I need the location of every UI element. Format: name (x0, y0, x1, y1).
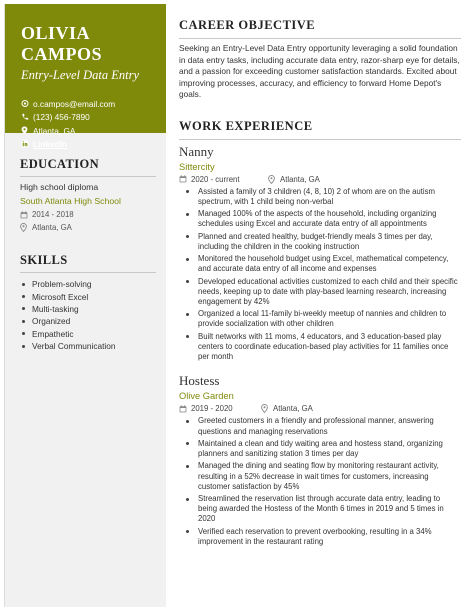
contact-list (21, 97, 166, 151)
job-location-text: Atlanta, GA (273, 404, 313, 414)
job-meta (179, 404, 461, 413)
location-icon (268, 175, 280, 184)
job-location-text: Atlanta, GA (280, 174, 320, 184)
education-heading: EDUCATION (20, 157, 100, 171)
job-bullets (179, 187, 461, 363)
bullet-item: Greeted customers in a friendly and professional manner, answering questions and managing reservations (179, 416, 461, 436)
education-school: South Atlanta High School (20, 196, 121, 206)
location-icon (261, 404, 273, 413)
education-section (5, 157, 166, 232)
experience-heading: WORK EXPERIENCE (179, 118, 313, 133)
sidebar (4, 4, 166, 607)
location-text: Atlanta, GA (33, 125, 76, 136)
bullet-item: Monitored the household budget using Excel, mathematical competency, and accurate data entry of all income and expenses (179, 254, 461, 274)
contact-email[interactable] (21, 97, 166, 111)
job-entry (179, 144, 461, 363)
skill-item: Multi-tasking (20, 303, 166, 315)
skill-item: Verbal Communication (20, 340, 166, 352)
bullet-item: Maintained a clean and tidy waiting area and hostess stand, organizing planners and sanitizing station 3 times per day (179, 439, 461, 459)
bullet-item: Managed 100% of the aspects of the household, including organizing schedules using Excel and accurate data entry of all appointments (179, 209, 461, 229)
objective-heading: CAREER OBJECTIVE (179, 18, 316, 32)
job-dates-text: 2020 - current (191, 174, 240, 184)
header-block (5, 4, 166, 150)
objective-text: Seeking an Entry-Level Data Entry opportunity leveraging a solid foundation in data entry tasks, including accurate data entry, razor-sharp eye for details, and a passion for exceeding customer satisfaction standards. Excited about improving processes, accuracy, and efficiency to forward Home Depot's goals. (179, 43, 460, 99)
email-icon (21, 100, 33, 107)
job-location (261, 404, 313, 413)
job-dates-text: 2019 - 2020 (191, 404, 233, 414)
education-location-text: Atlanta, GA (32, 223, 72, 232)
linkedin-link[interactable]: LinkedIn (33, 139, 68, 150)
email-text: o.campos@email.com (33, 98, 116, 109)
job-entry (179, 373, 461, 547)
education-degree: High school diploma (20, 182, 99, 192)
education-dates (20, 210, 166, 219)
job-title: Nanny (179, 143, 214, 159)
job-bullets (179, 416, 461, 547)
education-location (20, 223, 166, 232)
divider (20, 272, 156, 273)
job-meta (179, 175, 461, 184)
job-company: Sittercity (179, 161, 215, 172)
candidate-name: OLIVIA CAMPOS (21, 23, 102, 64)
bullet-item: Planned and created healthy, budget-friendly meals 3 times per day, including the children in the cooking instruction (179, 232, 461, 252)
job-dates (179, 404, 261, 413)
divider (20, 176, 156, 177)
link-icon (21, 140, 33, 148)
main-content (179, 18, 461, 549)
bullet-item: Organized a local 11-family bi-weekly meetup of nannies and children to provide socialization with other children (179, 309, 461, 329)
calendar-icon (179, 405, 191, 413)
bullet-item: Verified each reservation to prevent overbooking, resulting in a 34% improvement in the restaurant rating (179, 527, 461, 547)
divider (179, 38, 461, 39)
skills-section (5, 253, 166, 352)
job-dates (179, 175, 268, 184)
divider (179, 139, 461, 140)
skills-list (20, 278, 166, 352)
bullet-item: Assisted a family of 3 children (4, 8, 10) 2 of whom are on the autism spectrum, with 1 child being non-verbal (179, 187, 461, 207)
bullet-item: Developed educational activities customized to each child and their specific needs, keeping up to date with play-based learning research, increasing engagement by 42% (179, 277, 461, 308)
contact-phone[interactable] (21, 111, 166, 125)
job-title: Hostess (179, 373, 220, 389)
skill-item: Problem-solving (20, 278, 166, 290)
bullet-item: Managed the dining and seating flow by monitoring restaurant activity, resulting in a 52% decrease in wait times for customers, increasing customer satisfaction by 45% (179, 461, 461, 492)
calendar-icon (20, 211, 32, 219)
skill-item: Empathetic (20, 328, 166, 340)
skill-item: Microsoft Excel (20, 290, 166, 302)
skills-heading: SKILLS (20, 253, 68, 267)
location-icon (20, 223, 32, 232)
bullet-item: Built networks with 11 moms, 4 educators, and 3 education-based play centers to coordinate education-based play activities for 11 families once per month (179, 332, 461, 363)
contact-linkedin[interactable] (21, 138, 166, 152)
phone-icon (21, 113, 33, 121)
location-icon (21, 126, 33, 135)
bullet-item: Streamlined the reservation list through accurate data entry, leading to being awarded the Hostess of the Month 6 times in 2019 and 5 times in 2020 (179, 494, 461, 525)
job-company: Olive Garden (179, 391, 234, 402)
contact-location (21, 124, 166, 138)
education-dates-text: 2014 - 2018 (32, 210, 74, 219)
job-location (268, 175, 320, 184)
phone-text: (123) 456-7890 (33, 112, 90, 123)
skill-item: Organized (20, 315, 166, 327)
calendar-icon (179, 175, 191, 183)
candidate-title: Entry-Level Data Entry (21, 68, 140, 82)
